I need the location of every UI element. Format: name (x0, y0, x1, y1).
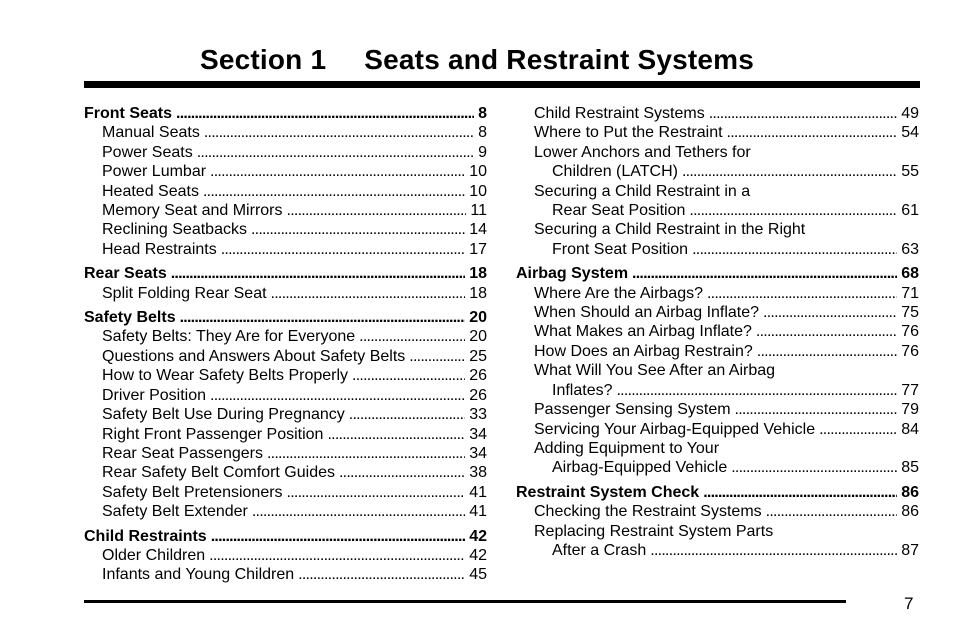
toc-entry-first-line[interactable]: Replacing Restraint System Parts (534, 522, 774, 540)
toc-left-column (84, 104, 487, 590)
toc-entry[interactable]: Power Lumbar . . . 10 (84, 162, 487, 181)
toc-entry[interactable]: Heated Seats . . . 10 (84, 182, 487, 201)
toc-section-restraint-system-check (516, 483, 919, 561)
toc-heading[interactable]: Restraint System Check . . . 86 (516, 483, 919, 502)
toc-entry[interactable]: Reclining Seatbacks . . . 14 (84, 220, 487, 239)
toc-entry[interactable]: Rear Safety Belt Comfort Guides . . . 38 (84, 463, 487, 482)
toc-right-column (516, 104, 919, 565)
toc-section-airbag-system (516, 264, 919, 477)
toc-entry[interactable]: Airbag-Equipped Vehicle . . . 85 (516, 458, 919, 477)
toc-heading[interactable]: Child Restraints . . . 42 (84, 527, 487, 546)
toc-entry[interactable]: Driver Position . . . 26 (84, 386, 487, 405)
toc-entry[interactable]: Where Are the Airbags? . . . 71 (516, 284, 919, 303)
toc-entry[interactable]: Child Restraint Systems . . . 49 (516, 104, 919, 123)
page-number: 7 (904, 594, 914, 613)
toc-entry[interactable]: Front Seat Position . . . 63 (516, 240, 919, 259)
toc-entry[interactable]: Safety Belt Use During Pregnancy . . . 33 (84, 405, 487, 424)
toc-entry[interactable]: Manual Seats . . . 8 (84, 123, 487, 142)
toc-entry[interactable]: Inflates? . . . 77 (516, 381, 919, 400)
toc-entry[interactable]: Power Seats . . . 9 (84, 143, 487, 162)
toc-entry[interactable]: Where to Put the Restraint . . . 54 (516, 123, 919, 142)
section-title (0, 44, 954, 76)
toc-section-child-restraints (84, 527, 487, 585)
toc-entry[interactable]: How Does an Airbag Restrain? . . . 76 (516, 342, 919, 361)
toc-entry[interactable]: How to Wear Safety Belts Properly . . . 26 (84, 366, 487, 385)
toc-section-rear-seats (84, 264, 487, 303)
section-name: Seats and Restraint Systems (364, 44, 755, 75)
toc-entry[interactable]: Memory Seat and Mirrors . . . 11 (84, 201, 487, 220)
toc-heading[interactable]: Rear Seats . . . 18 (84, 264, 487, 283)
toc-entry[interactable]: What Makes an Airbag Inflate? . . . 76 (516, 322, 919, 341)
toc-entry-first-line[interactable]: Adding Equipment to Your (534, 439, 720, 457)
toc-heading[interactable]: Front Seats . . . 8 (84, 104, 487, 123)
toc-section-front-seats (84, 104, 487, 259)
toc-entry[interactable]: Checking the Restraint Systems . . . 86 (516, 502, 919, 521)
toc-entry[interactable]: Safety Belts: They Are for Everyone . . . 20 (84, 327, 487, 346)
toc-entry[interactable]: After a Crash . . . 87 (516, 541, 919, 560)
section-label: Section 1 (199, 44, 327, 75)
toc-entry[interactable]: Safety Belt Extender . . . 41 (84, 502, 487, 521)
toc-entry[interactable]: When Should an Airbag Inflate? . . . 75 (516, 303, 919, 322)
toc-entry[interactable]: Rear Seat Position . . . 61 (516, 201, 919, 220)
toc-entry[interactable]: Older Children . . . 42 (84, 546, 487, 565)
toc-entry[interactable]: Servicing Your Airbag-Equipped Vehicle . . . 84 (516, 420, 919, 439)
toc-heading[interactable]: Airbag System . . . 68 (516, 264, 919, 283)
footer-rule (84, 600, 846, 603)
toc-entry-first-line[interactable]: What Will You See After an Airbag (534, 362, 776, 380)
toc-entry-first-line[interactable]: Securing a Child Restraint in a (534, 182, 751, 200)
toc-entry-first-line[interactable]: Lower Anchors and Tethers for (534, 143, 751, 161)
toc-section-child-restraints-continued (516, 104, 919, 259)
toc-entry[interactable]: Questions and Answers About Safety Belts . . . 25 (84, 347, 487, 366)
toc-entry[interactable]: Split Folding Rear Seat . . . 18 (84, 284, 487, 303)
toc-entry[interactable]: Right Front Passenger Position . . . 34 (84, 425, 487, 444)
toc-section-safety-belts (84, 308, 487, 521)
toc-entry[interactable]: Head Restraints . . . 17 (84, 240, 487, 259)
toc-entry[interactable]: Infants and Young Children . . . 45 (84, 565, 487, 584)
title-rule (84, 81, 920, 88)
toc-entry[interactable]: Passenger Sensing System . . . 79 (516, 400, 919, 419)
toc-entry-first-line[interactable]: Securing a Child Restraint in the Right (534, 221, 806, 239)
toc-heading[interactable]: Safety Belts . . . 20 (84, 308, 487, 327)
toc-entry[interactable]: Rear Seat Passengers . . . 34 (84, 444, 487, 463)
toc-entry[interactable]: Children (LATCH) . . . 55 (516, 162, 919, 181)
toc-entry[interactable]: Safety Belt Pretensioners . . . 41 (84, 483, 487, 502)
